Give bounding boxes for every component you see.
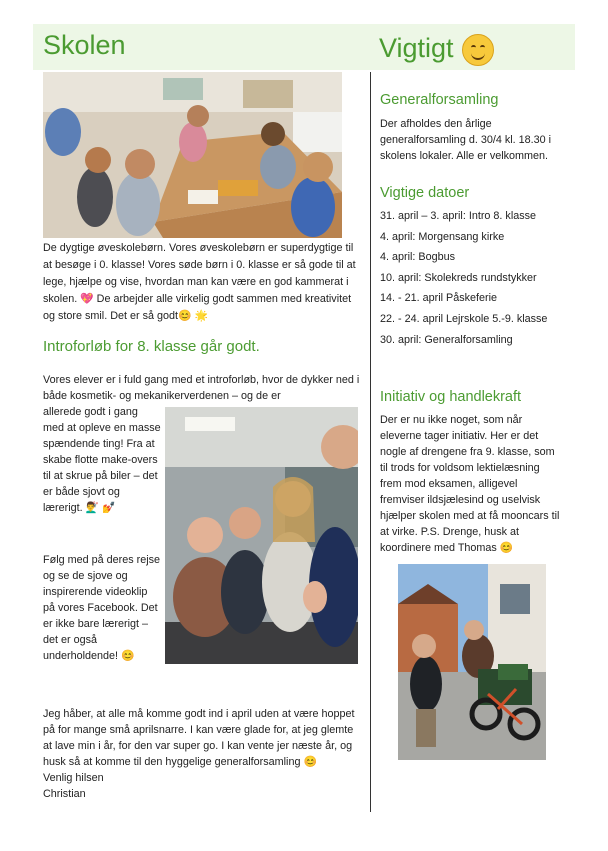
- date-item: 4. april: Morgensang kirke: [380, 230, 505, 243]
- date-item: 22. - 24. april Lejrskole 5.-9. klasse: [380, 312, 548, 325]
- column-divider: [370, 72, 371, 812]
- mooncar-photo-art: [398, 564, 546, 760]
- intro-paragraph-3: Følg med på deres rejse og se de sjove og inspirerende videoklip på vores Facebook. Det er ikke bare lærerigt – det er også underholdende! 😊: [43, 554, 161, 662]
- mooncar-photo: [398, 564, 546, 760]
- smiley-icon: [462, 34, 494, 66]
- regards: Venlig hilsen: [43, 772, 104, 784]
- students-selfie-photo: [165, 407, 358, 664]
- smiley-mouth: [471, 51, 485, 60]
- signoff-text: Jeg håber, at alle må komme godt ind i april uden at være hoppet på for mange små aprilsnarre. I kan være glade for, at jeg glemte at lave min i år, for den var super go. I kan vente jer næste år, og husk så at komme til den hyggelige generalforsamling 😊: [43, 708, 355, 768]
- date-item: 10. april: Skolekreds rundstykker: [380, 271, 537, 284]
- classroom-photo-art: [43, 72, 342, 238]
- intro-paragraph-2: allerede godt i gang med at opleve en masse spændende ting! Fra at skabe flotte make-overs til at skrue på biler – det er både sjovt og lærerigt. 💇‍♂️ 💅: [43, 406, 161, 514]
- initiative-text: Der er nu ikke noget, som når eleverne tager initiativ. Her er det nogle af drengene fra 9. klasse, som til trods for voldsom lektielæsning frem mod eksamen, alligevel fremviser ildsjælesind og uselvisk hjælper skolen med at få mooncars til at virke. P.S. Drenge, husk at koordinere med Thomas 😊: [380, 414, 560, 554]
- generalforsamling-heading: Generalforsamling: [380, 92, 499, 108]
- date-item: 31. april – 3. april: Intro 8. klasse: [380, 210, 537, 222]
- date-item: 14. - 21. april Påskeferie: [380, 292, 498, 305]
- signoff: [43, 706, 363, 802]
- date-item: 4. april: Bogbus: [380, 251, 456, 264]
- students-selfie-art: [165, 407, 358, 664]
- smiley-eye-left: [471, 45, 476, 50]
- initiative-heading: Initiativ og handlekraft: [380, 389, 522, 405]
- classroom-photo: [43, 72, 342, 238]
- smiley-eye-right: [480, 45, 485, 50]
- page-title-skolen: Skolen: [43, 30, 126, 60]
- page-title-vigtigt: Vigtigt: [379, 33, 454, 63]
- classroom-caption: De dygtige øveskolebørn. Vores øveskolebørn er superdygtige til at besøge i 0. klasse! Vores søde børn i 0. klasse er så gode til at lege, hjælpe og vise, hvordan man kan være en god kammerat i skolen. 💖 De arbejder alle virkelig godt sammen med kreativitet og store smil. Det er så godt😊 🌟: [43, 242, 356, 322]
- date-item: 30. april: Generalforsamling: [380, 333, 513, 346]
- intro-paragraph-1: Vores elever er i fuld gang med et introforløb, hvor de dykker ned i både kosmetik- og mekanikerverdenen – og de er: [43, 374, 360, 402]
- dates-list: [380, 206, 547, 350]
- intro-heading: Introforløb for 8. klasse går godt.: [43, 338, 260, 355]
- dates-heading: Vigtige datoer: [380, 185, 470, 201]
- author-name: Christian: [43, 788, 86, 800]
- generalforsamling-text: Der afholdes den årlige generalforsamling d. 30/4 kl. 18.30 i skolens lokaler. Alle er velkommen.: [380, 118, 552, 162]
